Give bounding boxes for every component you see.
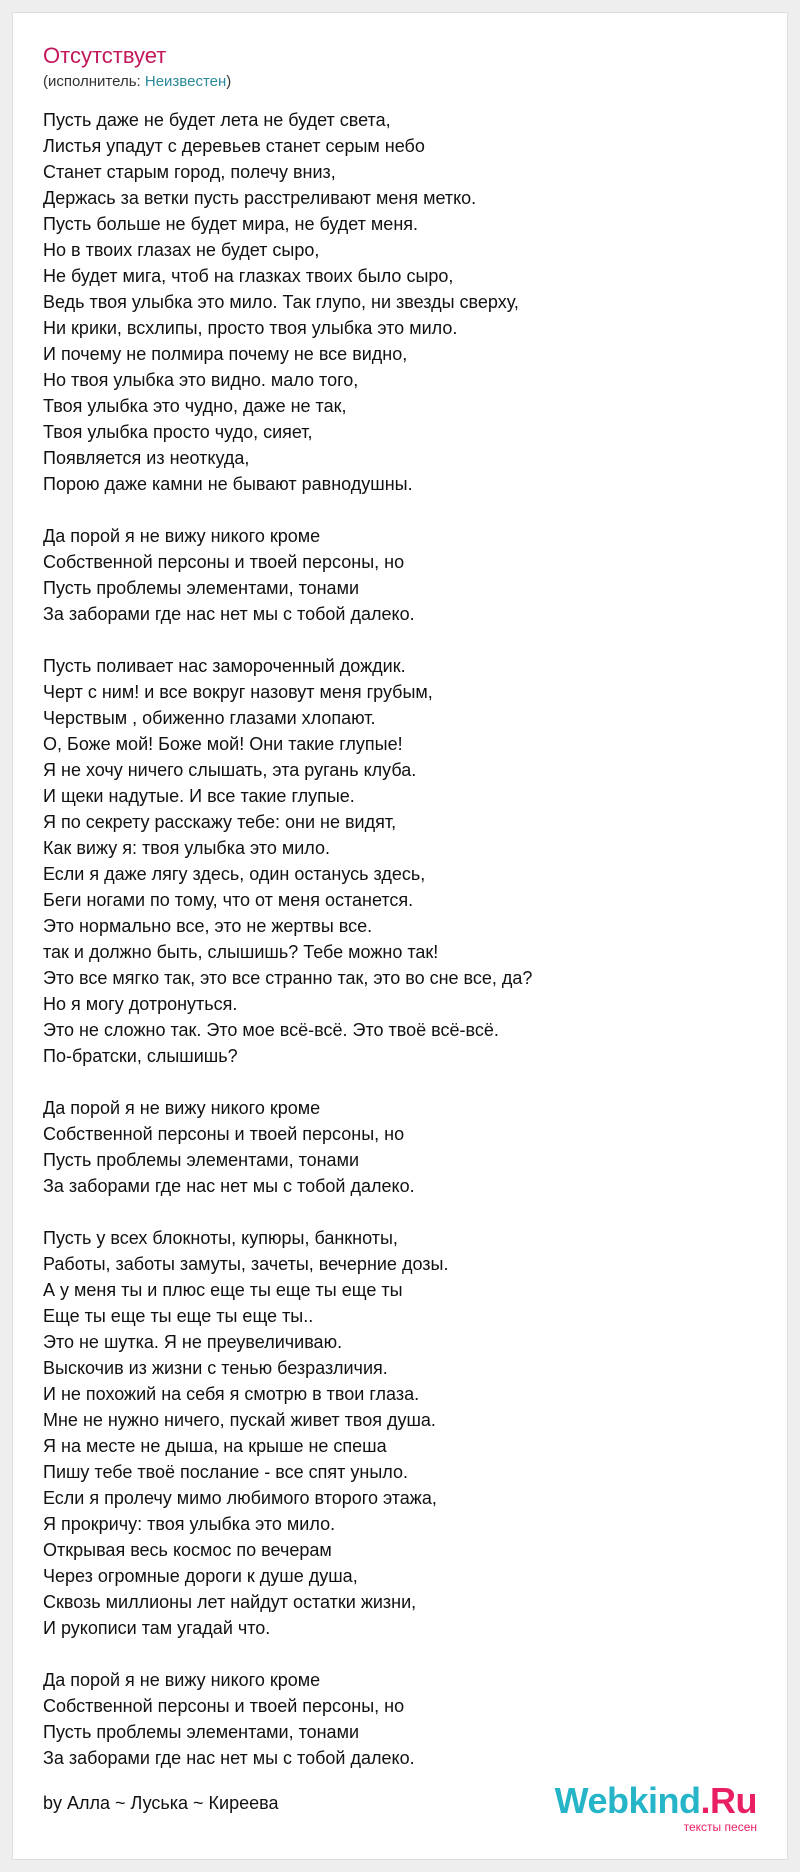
lyric-line: Держась за ветки пусть расстреливают меня метко. bbox=[43, 188, 477, 208]
lyric-line: И не похожий на себя я смотрю в твои глаза. bbox=[43, 1384, 420, 1404]
lyric-line: Как вижу я: твоя улыбка это мило. bbox=[43, 838, 330, 858]
lyric-line: Черствым , обиженно глазами хлопают. bbox=[43, 708, 376, 728]
lyric-line: Работы, заботы замуты, зачеты, вечерние дозы. bbox=[43, 1254, 449, 1274]
lyric-line: За заборами где нас нет мы с тобой далеко. bbox=[43, 1176, 415, 1196]
lyric-line: Собственной персоны и твоей персоны, но bbox=[43, 1124, 405, 1144]
lyric-line: Но в твоих глазах не будет сыро, bbox=[43, 240, 320, 260]
lyric-line: Ведь твоя улыбка это мило. Так глупо, ни звезды сверху, bbox=[43, 292, 519, 312]
lyric-line: Да порой я не вижу никого кроме bbox=[43, 526, 321, 546]
performer-suffix: ) bbox=[226, 73, 232, 90]
lyric-line: Открывая весь космос по вечерам bbox=[43, 1540, 332, 1560]
lyric-line: Это нормально все, это не жертвы все. bbox=[43, 916, 373, 936]
site-logo-tld: .Ru bbox=[700, 1780, 757, 1821]
lyric-line: Твоя улыбка просто чудо, сияет, bbox=[43, 422, 313, 442]
lyric-line: Пишу тебе твоё послание - все спят уныло. bbox=[43, 1462, 409, 1482]
lyric-line: Да порой я не вижу никого кроме bbox=[43, 1098, 321, 1118]
lyrics-body bbox=[43, 107, 763, 1771]
lyric-line: Беги ногами по тому, что от меня останется. bbox=[43, 890, 414, 910]
stanza-break bbox=[43, 627, 763, 653]
lyric-line: О, Боже мой! Боже мой! Они такие глупые! bbox=[43, 734, 403, 754]
lyric-line: Порою даже камни не бывают равнодушны. bbox=[43, 474, 413, 494]
performer-link[interactable]: Неизвестен bbox=[144, 73, 227, 90]
lyric-line: так и должно быть, слышишь? Тебе можно так! bbox=[43, 942, 439, 962]
lyric-line: За заборами где нас нет мы с тобой далеко. bbox=[43, 604, 415, 624]
lyric-line: Если я даже лягу здесь, один останусь здесь, bbox=[43, 864, 426, 884]
lyric-line: И почему не полмира почему не все видно, bbox=[43, 344, 408, 364]
lyric-line: Через огромные дороги к душе душа, bbox=[43, 1566, 358, 1586]
stanza-break bbox=[43, 497, 763, 523]
lyric-line: Пусть проблемы элементами, тонами bbox=[43, 1150, 360, 1170]
lyric-line: А у меня ты и плюс еще ты еще ты еще ты bbox=[43, 1280, 403, 1300]
stanza-break bbox=[43, 1641, 763, 1667]
site-tagline: тексты песен bbox=[683, 1820, 757, 1834]
lyric-line: Станет старым город, полечу вниз, bbox=[43, 162, 336, 182]
lyric-line: Сквозь миллионы лет найдут остатки жизни, bbox=[43, 1592, 417, 1612]
lyric-line: Это не шутка. Я не преувеличиваю. bbox=[43, 1332, 343, 1352]
lyric-line: Ни крики, всхлипы, просто твоя улыбка это мило. bbox=[43, 318, 458, 338]
lyric-line: Пусть проблемы элементами, тонами bbox=[43, 578, 360, 598]
performer-prefix: (исполнитель: bbox=[43, 73, 145, 90]
stanza-break bbox=[43, 1069, 763, 1095]
lyric-line: Я прокричу: твоя улыбка это мило. bbox=[43, 1514, 336, 1534]
lyric-line: Пусть проблемы элементами, тонами bbox=[43, 1722, 360, 1742]
lyric-line: Но я могу дотронуться. bbox=[43, 994, 238, 1014]
stanza-break bbox=[43, 1199, 763, 1225]
site-logo-main: Webkind bbox=[554, 1780, 701, 1821]
lyric-line: Собственной персоны и твоей персоны, но bbox=[43, 1696, 405, 1716]
lyric-line: Я по секрету расскажу тебе: они не видят, bbox=[43, 812, 397, 832]
lyric-line: За заборами где нас нет мы с тобой далеко. bbox=[43, 1748, 415, 1768]
lyric-line: И щеки надутые. И все такие глупые. bbox=[43, 786, 355, 806]
lyric-line: По-братски, слышишь? bbox=[43, 1046, 238, 1066]
lyric-line: Еще ты еще ты еще ты еще ты.. bbox=[43, 1306, 314, 1326]
lyric-line: Мне не нужно ничего, пускай живет твоя душа. bbox=[43, 1410, 436, 1430]
lyric-line: Пусть больше не будет мира, не будет меня. bbox=[43, 214, 419, 234]
lyric-line: Выскочив из жизни с тенью безразличия. bbox=[43, 1358, 388, 1378]
lyric-line: Да порой я не вижу никого кроме bbox=[43, 1670, 321, 1690]
lyrics-signature: by Алла ~ Луська ~ Киреева bbox=[43, 1793, 279, 1813]
lyric-line: Черт с ним! и все вокруг назовут меня грубым, bbox=[43, 682, 433, 702]
lyric-line: Но твоя улыбка это видно. мало того, bbox=[43, 370, 359, 390]
site-logo[interactable] bbox=[554, 1780, 757, 1821]
lyric-line: Если я пролечу мимо любимого второго этажа, bbox=[43, 1488, 437, 1508]
lyric-line: Я не хочу ничего слышать, эта ругань клуба. bbox=[43, 760, 417, 780]
lyric-line: Появляется из неоткуда, bbox=[43, 448, 250, 468]
lyric-line: Пусть поливает нас замороченный дождик. bbox=[43, 656, 406, 676]
song-title: Отсутствует bbox=[43, 43, 167, 68]
lyric-line: И рукописи там угадай что. bbox=[43, 1618, 271, 1638]
lyrics-card bbox=[12, 12, 788, 1860]
performer-line bbox=[43, 73, 231, 91]
lyric-line: Не будет мига, чтоб на глазках твоих было сыро, bbox=[43, 266, 454, 286]
lyric-line: Собственной персоны и твоей персоны, но bbox=[43, 552, 405, 572]
lyric-line: Это все мягко так, это все странно так, это во сне все, да? bbox=[43, 968, 533, 988]
lyric-line: Пусть у всех блокноты, купюры, банкноты, bbox=[43, 1228, 398, 1248]
site-watermark bbox=[554, 1780, 757, 1834]
lyric-line: Твоя улыбка это чудно, даже не так, bbox=[43, 396, 347, 416]
lyric-line: Листья упадут с деревьев станет серым небо bbox=[43, 136, 425, 156]
lyric-line: Пусть даже не будет лета не будет света, bbox=[43, 110, 391, 130]
lyric-line: Я на месте не дыша, на крыше не спеша bbox=[43, 1436, 387, 1456]
lyric-line: Это не сложно так. Это мое всё-всё. Это твоё всё-всё. bbox=[43, 1020, 499, 1040]
